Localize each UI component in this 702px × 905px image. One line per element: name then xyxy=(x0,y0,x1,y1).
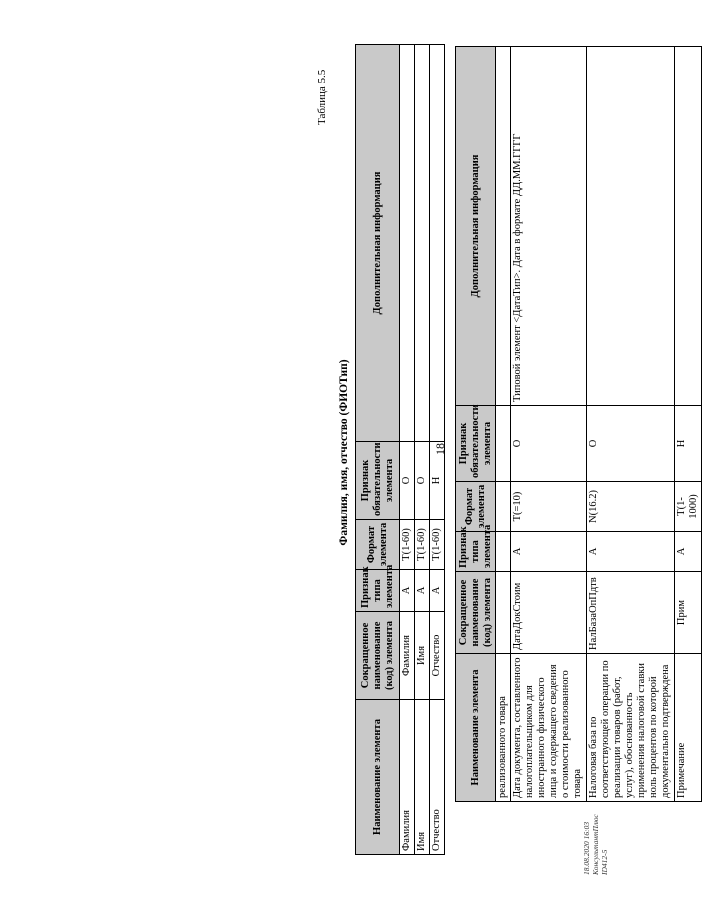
cell-element-name: Дата документа, составленного налогоплательщиком для иностранного физического лица и содержащего сведения о стоимости реализованного товара xyxy=(511,654,587,802)
cell-type-flag: А xyxy=(675,532,702,572)
cell-format: Т(1-60) xyxy=(430,520,445,570)
cell-short-name: Отчество xyxy=(430,612,445,700)
cell-type-flag: А xyxy=(587,532,675,572)
cell-type-flag: А xyxy=(430,570,445,612)
cell-required-flag: Н xyxy=(675,406,702,482)
header-format: Формат элемента xyxy=(356,520,400,570)
stamp-line: ID412-5 xyxy=(600,849,609,875)
table-row xyxy=(511,47,587,802)
table-row xyxy=(496,47,511,802)
page-number: 18 xyxy=(433,443,447,455)
header-type-flag: Признак типа элемента xyxy=(456,532,496,572)
table-row xyxy=(415,45,430,855)
cell-short-name: Прим xyxy=(675,572,702,654)
cell-short-name: Фамилия xyxy=(400,612,415,700)
cell-required-flag: О xyxy=(415,442,430,520)
cell-additional-info xyxy=(400,45,415,442)
cell-format: Т(=10) xyxy=(511,482,587,532)
header-additional-info: Дополнительная информация xyxy=(356,45,400,442)
cell-required-flag: Н xyxy=(430,442,445,520)
cell-format xyxy=(496,482,511,532)
header-format: Формат элемента xyxy=(456,482,496,532)
cell-required-flag: О xyxy=(587,406,675,482)
cell-additional-info xyxy=(415,45,430,442)
table2-header-row xyxy=(356,45,400,855)
cell-additional-info: Типовой элемент <ДатаТип>. Дата в формате ДД.ММ.ГГГГ xyxy=(511,47,587,406)
header-required-flag: Признак обязательности элемента xyxy=(356,442,400,520)
cell-required-flag xyxy=(496,406,511,482)
cell-short-name: НалБазаОпПдтв xyxy=(587,572,675,654)
cell-element-name: реализованного товара xyxy=(496,654,511,802)
cell-additional-info xyxy=(430,45,445,442)
table-caption: Фамилия, имя, отчество (ФИОТип) xyxy=(338,359,350,546)
header-type-flag: Признак типа элемента xyxy=(356,570,400,612)
cell-short-name: Имя xyxy=(415,612,430,700)
cell-element-name: Отчество xyxy=(430,700,445,855)
table-row xyxy=(400,45,415,855)
cell-format: Т(1-60) xyxy=(415,520,430,570)
cell-format: N(16.2) xyxy=(587,482,675,532)
header-additional-info: Дополнительная информация xyxy=(456,47,496,406)
header-element-name: Наименование элемента xyxy=(356,700,400,855)
document-stamp xyxy=(582,814,609,875)
table-row xyxy=(587,47,675,802)
header-element-name: Наименование элемента xyxy=(456,654,496,802)
cell-format: Т(1-1000) xyxy=(675,482,702,532)
table1-header-row xyxy=(456,47,496,802)
cell-additional-info xyxy=(587,47,675,406)
header-short-name: Сокращенное наименование (код) элемента xyxy=(456,572,496,654)
fio-table xyxy=(355,44,445,855)
elements-table xyxy=(455,46,702,802)
cell-element-name: Имя xyxy=(415,700,430,855)
cell-element-name: Налоговая база по соответствующей операции по реализации товаров (работ, услуг), обоснованность применения налоговой ставки ноль процентов по которой документально подтверждена xyxy=(587,654,675,802)
header-short-name: Сокращенное наименование (код) элемента xyxy=(356,612,400,700)
cell-short-name: ДатаДокСтоим xyxy=(511,572,587,654)
cell-type-flag xyxy=(496,532,511,572)
table-row xyxy=(675,47,702,802)
cell-short-name xyxy=(496,572,511,654)
cell-type-flag: А xyxy=(400,570,415,612)
cell-required-flag: О xyxy=(400,442,415,520)
cell-additional-info xyxy=(496,47,511,406)
table-number-label: Таблица 5.5 xyxy=(316,69,328,125)
cell-type-flag: А xyxy=(415,570,430,612)
cell-format: Т(1-60) xyxy=(400,520,415,570)
header-required-flag: Признак обязательности элемента xyxy=(456,406,496,482)
cell-required-flag: О xyxy=(511,406,587,482)
table-row xyxy=(430,45,445,855)
stamp-line: КонсультантПлюс xyxy=(591,814,600,875)
cell-type-flag: А xyxy=(511,532,587,572)
cell-additional-info xyxy=(675,47,702,406)
cell-element-name: Примечание xyxy=(675,654,702,802)
stamp-line: 18.08.2020 16:03 xyxy=(582,821,591,875)
cell-element-name: Фамилия xyxy=(400,700,415,855)
